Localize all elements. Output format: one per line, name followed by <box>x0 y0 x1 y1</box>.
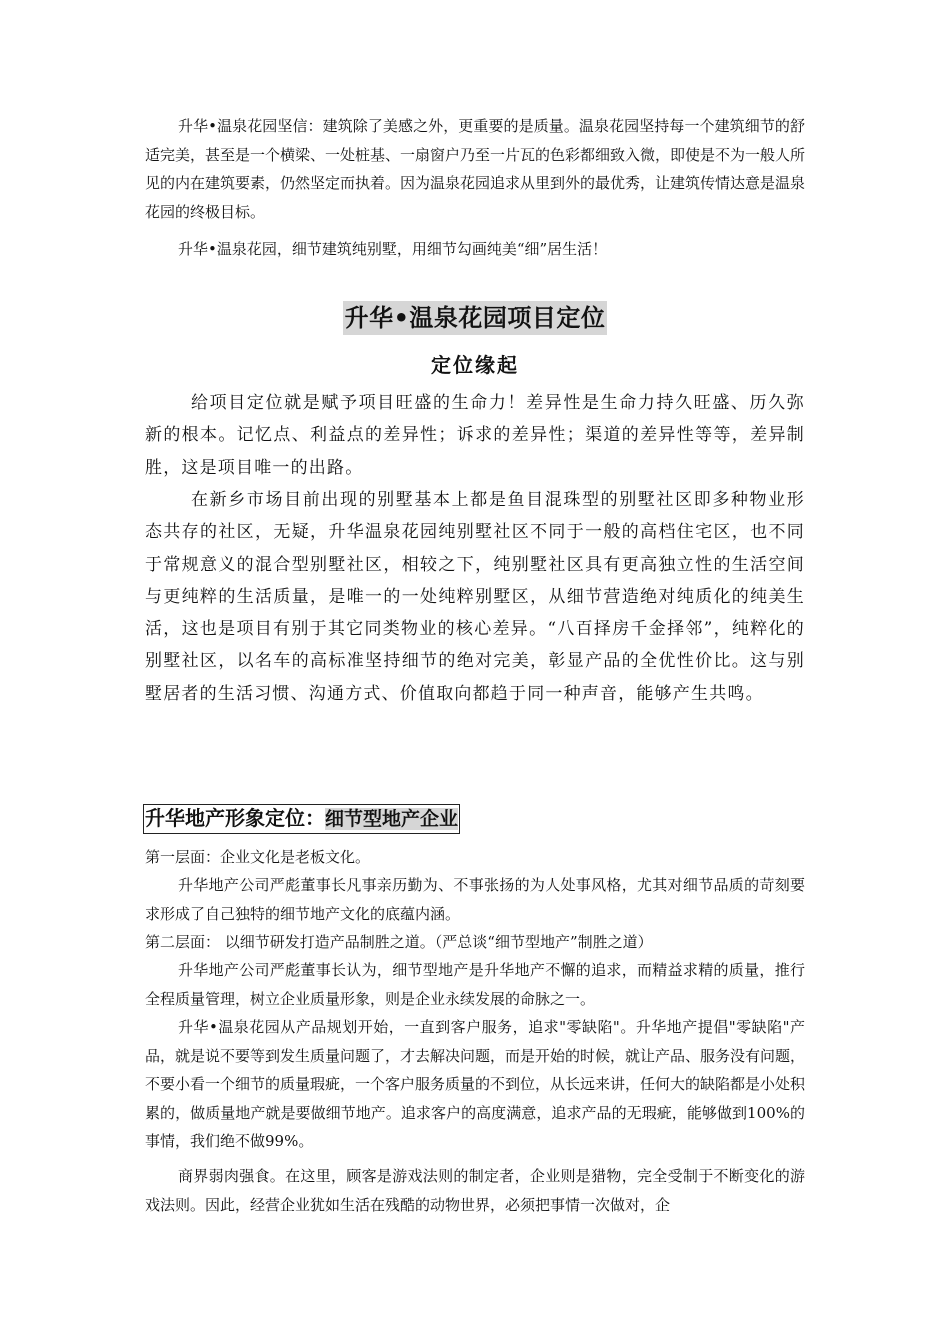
intro-paragraph-1: 升华•温泉花园坚信：建筑除了美感之外，更重要的是质量。温泉花园坚持每一个建筑细节的舒适完美，甚至是一个横梁、一处桩基、一扇窗户乃至一片瓦的色彩都细致入微，即使是不为一般人所见的内在建筑要素，仍然坚定而执着。因为温泉花园追求从里到外的最优秀，让建筑传情达意是温泉花园的终极目标。 <box>145 117 806 221</box>
positioning-paragraph-2: 在新乡市场目前出现的别墅基本上都是鱼目混珠型的别墅社区即多种物业形态共存的社区，无疑，升华温泉花园纯别墅社区不同于一般的高档住宅区，也不同于常规意义的混合型别墅社区，相较之下，纯别墅社区具有更高独立性的生活空间与更纯粹的生活质量，是唯一的一处纯粹别墅区，从细节营造绝对纯质化的纯美生活，这也是项目有别于其它同类物业的核心差异。“八百择房千金择邻”，纯粹化的别墅社区，以名车的高标准坚持细节的绝对完美，彰显产品的全优性价比。这与别墅居者的生活习惯、沟通方式、价值取向都趋于同一种声音，能够产生共鸣。 <box>145 490 805 704</box>
positioning-title <box>0 296 950 335</box>
corporate-paragraph-2: 升华地产公司严彪董事长认为，细节型地产是升华地产不懈的追求，而精益求精的质量，推行全程质量管理，树立企业质量形象，则是企业永续发展的命脉之一。 <box>145 961 805 1008</box>
corporate-paragraph-1: 升华地产公司严彪董事长凡事亲历勤为、不事张扬的为人处事风格，尤其对细节品质的苛刻要求形成了自己独特的细节地产文化的底蕴内涵。 <box>145 876 805 923</box>
corporate-heading-highlight: 细节型地产企业 <box>325 808 459 830</box>
positioning-subtitle: 定位缘起 <box>431 353 519 377</box>
level-two-label: 第二层面： 以细节研发打造产品制胜之道。（严总谈“细节型地产”制胜之道） <box>145 933 653 951</box>
corporate-image-heading <box>143 804 460 834</box>
intro-paragraph-2: 升华•温泉花园，细节建筑纯别墅，用细节勾画纯美“细”居生活！ <box>178 240 608 258</box>
corporate-paragraph-4: 商界弱肉强食。在这里，顾客是游戏法则的制定者，企业则是猎物，完全受制于不断变化的游戏法则。因此，经营企业犹如生活在残酷的动物世界，必须把事情一次做对，企 <box>145 1167 805 1214</box>
corporate-paragraph-3: 升华•温泉花园从产品规划开始，一直到客户服务，追求"零缺陷"。升华地产提倡"零缺陷"产品，就是说不要等到发生质量问题了，才去解决问题，而是开始的时候，就让产品、服务没有问题，不要小看一个细节的质量瑕疵，一个客户服务质量的不到位，从长远来讲，任何大的缺陷都是小处积累的，做质量地产就是要做细节地产。追求客户的高度满意，追求产品的无瑕疵，能够做到100%的事情，我们绝不做99%。 <box>145 1018 806 1150</box>
corporate-heading-prefix: 升华地产形象定位： <box>145 806 325 830</box>
positioning-paragraph-1: 给项目定位就是赋予项目旺盛的生命力！差异性是生命力持久旺盛、历久弥新的根本。记忆点、利益点的差异性；诉求的差异性；渠道的差异性等等，差异制胜，这是项目唯一的出路。 <box>145 393 805 478</box>
positioning-title-text: 升华•温泉花园项目定位 <box>343 301 608 335</box>
level-one-label: 第一层面：企业文化是老板文化。 <box>145 848 371 866</box>
